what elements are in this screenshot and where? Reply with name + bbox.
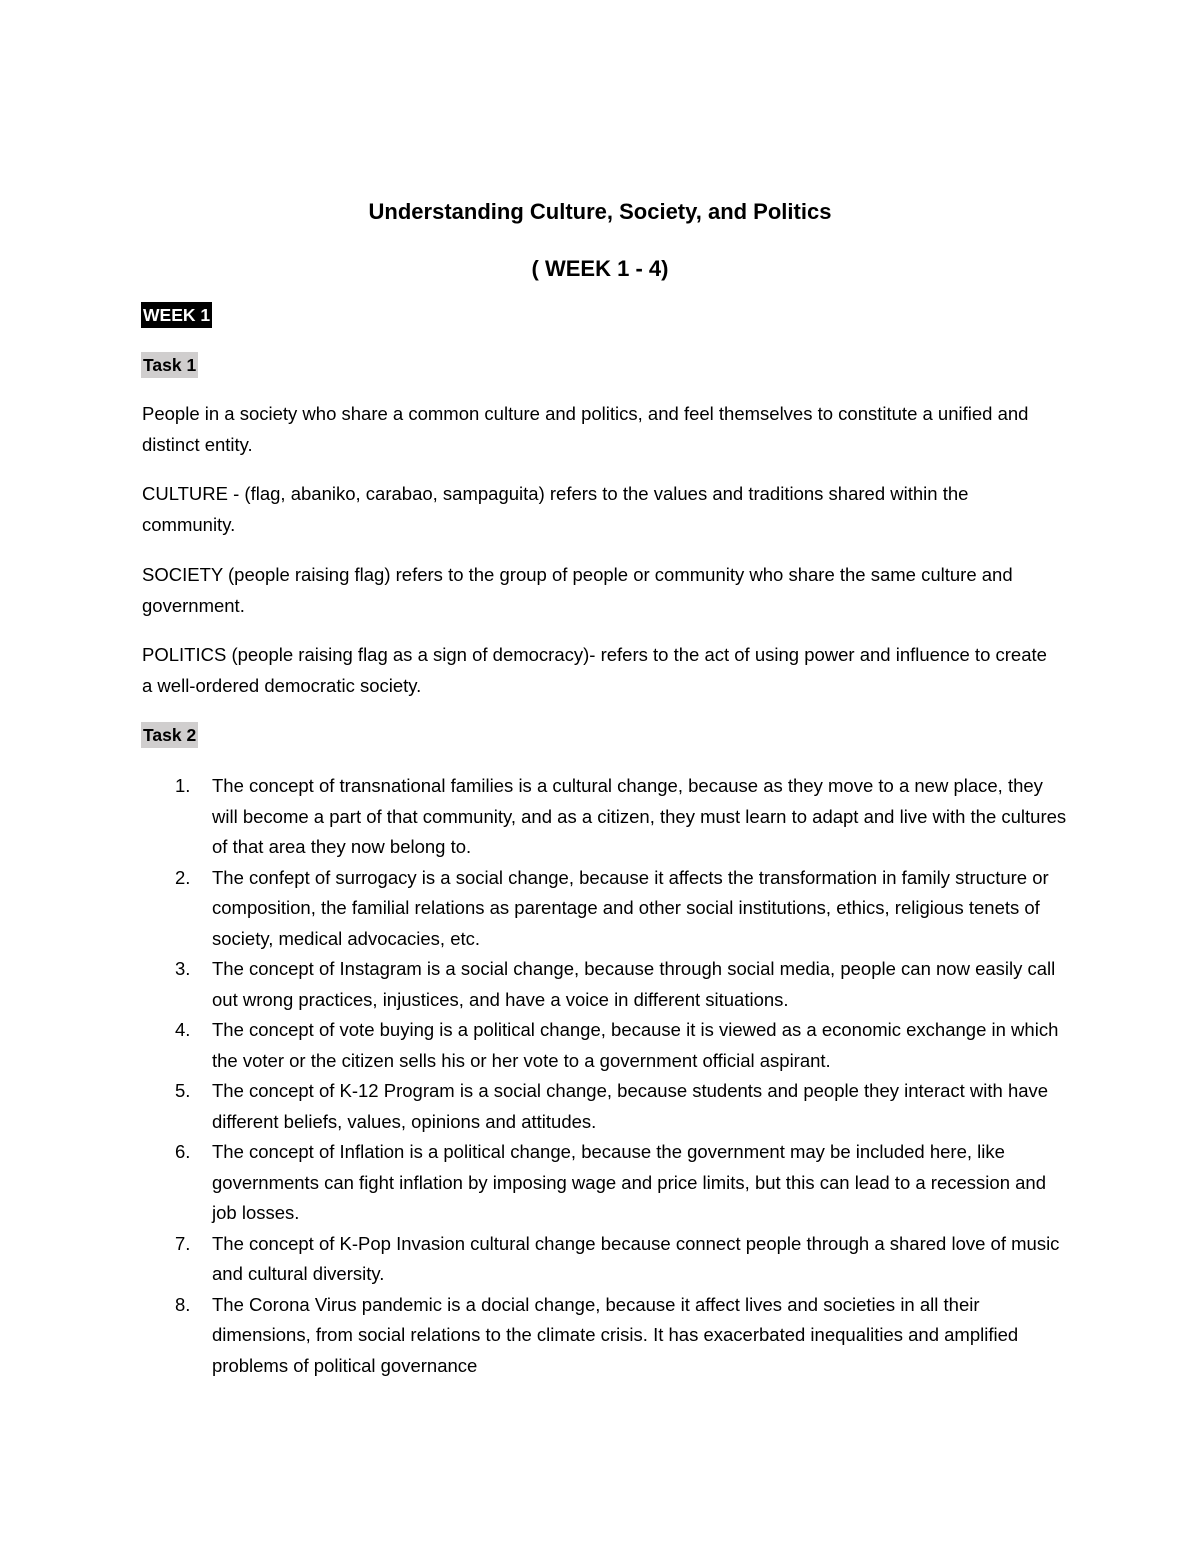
list-item-text: The concept of Instagram is a social change, because through social media, people can now easily call out wrong practices, injustices, and have a voice in different situations.: [212, 958, 1056, 1010]
task1-paragraph-society: SOCIETY (people raising flag) refers to the group of people or community who share the same culture and government.: [142, 564, 1013, 616]
list-item-number: 3.: [175, 958, 191, 979]
list-item-text: The concept of K-Pop Invasion cultural change because connect people through a shared love of music and cultural diversity.: [212, 1232, 1060, 1284]
task2-list: [142, 771, 1072, 1381]
list-item-text: The concept of K-12 Program is a social change, because students and people they interact with have different beliefs, values, opinions and attitudes.: [212, 1080, 1049, 1132]
task1-paragraph-politics: POLITICS (people raising flag as a sign of democracy)- refers to the act of using power and influence to create a well-ordered democratic society.: [142, 644, 1047, 696]
week-heading: WEEK 1: [141, 302, 212, 328]
task1-heading: Task 1: [141, 352, 198, 378]
list-item-text: The confept of surrogacy is a social change, because it affects the transformation in family structure or composition, the familial relations as parentage and other social institutions, ethics, religious tenets of society, medical advocacies, etc.: [212, 866, 1049, 949]
list-item: [142, 1137, 1072, 1229]
list-item: [142, 1015, 1072, 1076]
list-item-number: 8.: [175, 1293, 191, 1315]
document-title: Understanding Culture, Society, and Politics: [368, 199, 832, 224]
list-item-number: 1.: [175, 775, 191, 796]
list-item-number: 7.: [175, 1232, 191, 1254]
list-item-number: 5.: [175, 1080, 191, 1101]
list-item-number: 4.: [175, 1019, 191, 1040]
list-item-number: 6.: [175, 1141, 191, 1162]
document-subtitle: ( WEEK 1 - 4): [531, 256, 669, 281]
task2-heading: Task 2: [141, 722, 198, 748]
list-item: [142, 1076, 1072, 1137]
list-item: [142, 1290, 1072, 1382]
list-item-text: The concept of transnational families is a cultural change, because as they move to a new place, they will become a part of that community, and as a citizen, they must learn to adapt and live with the cultures of that area they now belong to.: [212, 775, 1067, 857]
list-item-text: The concept of Inflation is a political change, because the government may be included here, like governments can fight inflation by imposing wage and price limits, but this can lead to a recession and job losses.: [212, 1141, 1046, 1223]
list-item-number: 2.: [175, 866, 191, 888]
list-item-text: The Corona Virus pandemic is a docial change, because it affect lives and societies in all their dimensions, from social relations to the climate crisis. It has exacerbated inequalities and amplified problems of political governance: [212, 1293, 1019, 1376]
task1-paragraph-culture: CULTURE - (flag, abaniko, carabao, sampaguita) refers to the values and traditions shared within the community.: [142, 483, 969, 535]
task1-paragraph-intro: People in a society who share a common culture and politics, and feel themselves to constitute a unified and distinct entity.: [142, 403, 1029, 455]
list-item: [142, 771, 1072, 863]
list-item: [142, 1229, 1072, 1290]
list-item: [142, 954, 1072, 1015]
list-item-text: The concept of vote buying is a political change, because it is viewed as a economic exchange in which the voter or the citizen sells his or her vote to a government official aspirant.: [212, 1019, 1059, 1071]
list-item: [142, 863, 1072, 955]
